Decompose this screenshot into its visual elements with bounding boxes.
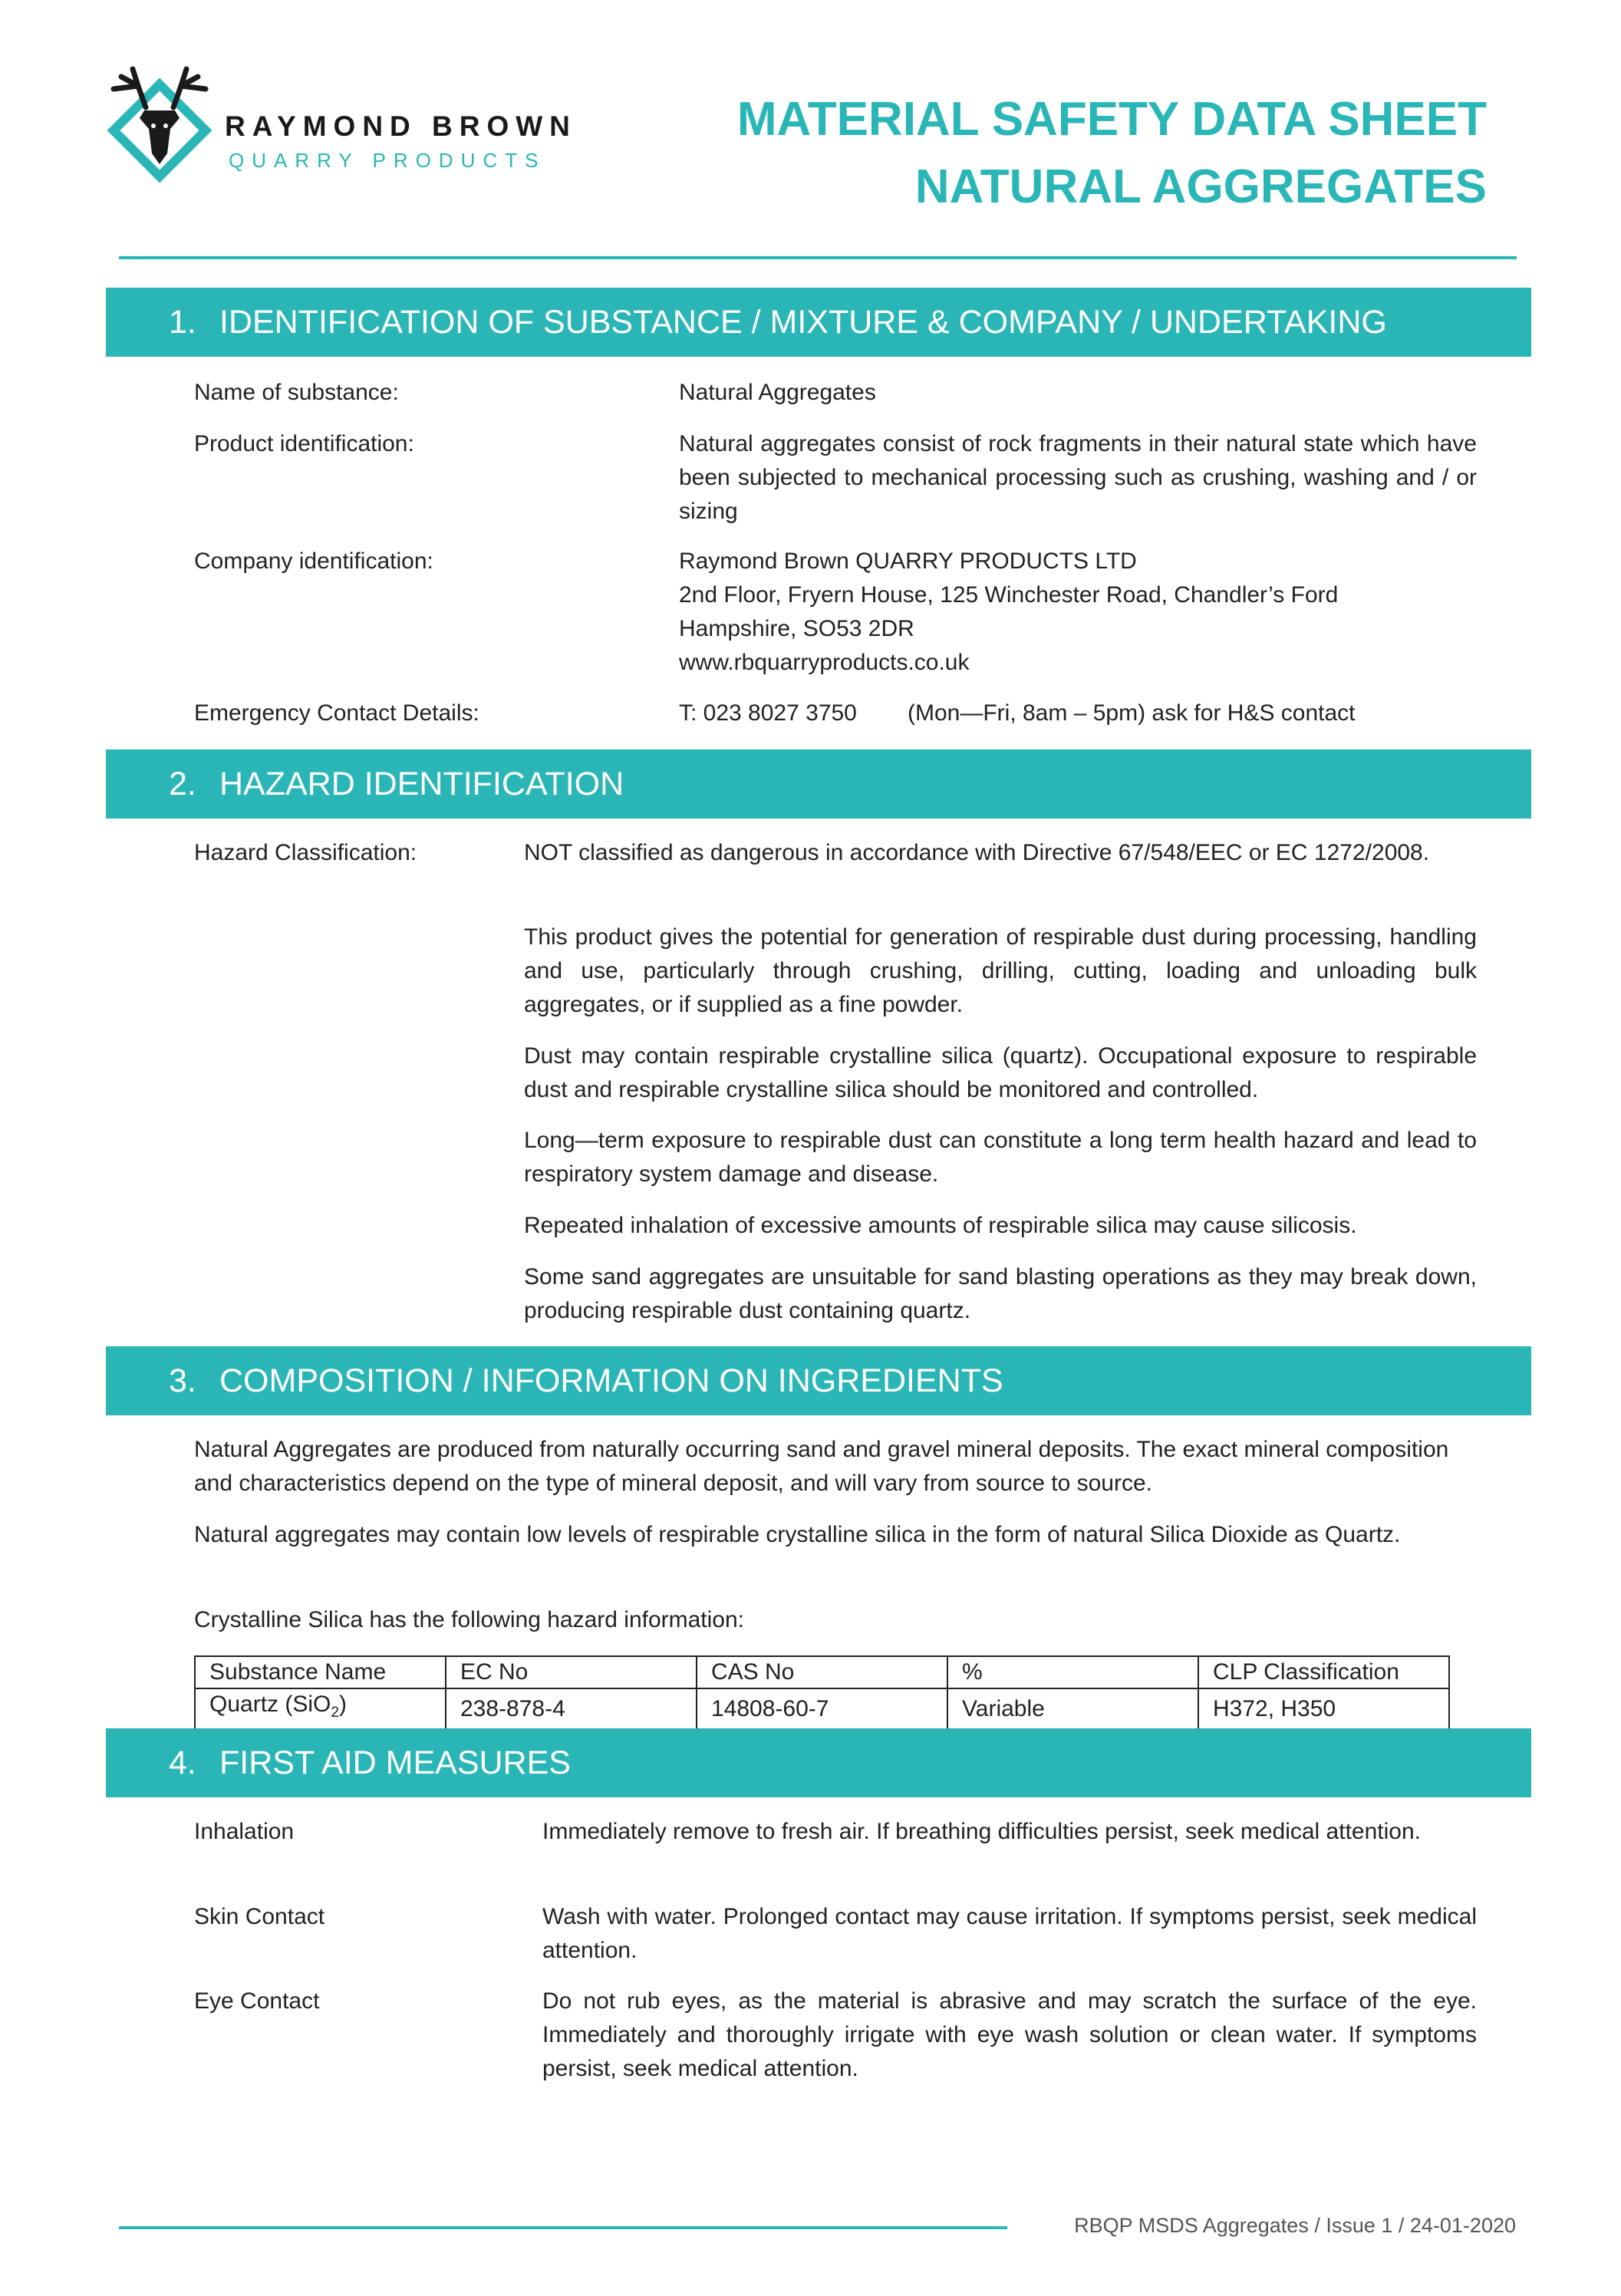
table-cell-substance	[195, 1688, 446, 1729]
section-4-header	[106, 1728, 1531, 1797]
logo-name: RAYMOND BROWN	[225, 110, 577, 142]
skin-text: Wash with water. Prolonged contact may cause irritation. If symptoms persist, seek medical attention.	[542, 1904, 1477, 1963]
emergency-phone: T: 023 8027 3750	[679, 700, 857, 726]
product-value: Natural aggregates consist of rock fragments in their natural state which have been subjected to mechanical processing such as crushing, washing and / or sizing	[679, 431, 1477, 524]
section-3-number: 3.	[169, 1362, 196, 1399]
substance-subscript: 2	[331, 1705, 339, 1721]
section-3-header	[106, 1346, 1531, 1415]
section-2-title: HAZARD IDENTIFICATION	[219, 766, 624, 802]
table-cell-percent: Variable	[947, 1688, 1198, 1729]
footer-divider	[119, 2226, 1007, 2229]
emergency-label: Emergency Contact Details:	[194, 700, 479, 726]
name-label: Name of substance:	[194, 380, 399, 405]
section-4-title: FIRST AID MEASURES	[219, 1744, 571, 1781]
section-2-header	[106, 749, 1531, 819]
product-label: Product identification:	[194, 431, 414, 456]
section-2-number: 2.	[169, 766, 196, 802]
eye-label: Eye Contact	[194, 1988, 320, 2014]
table-header-cell: CLP Classification	[1198, 1656, 1449, 1688]
table-cell-ec: 238-878-4	[446, 1688, 697, 1729]
table-header-cell: %	[947, 1656, 1198, 1688]
hazard-label: Hazard Classification:	[194, 840, 417, 865]
inhalation-text: Immediately remove to fresh air. If breathing difficulties persist, seek medical attention.	[542, 1819, 1421, 1844]
company-label: Company identification:	[194, 548, 433, 574]
company-website: www.rbquarryproducts.co.uk	[679, 650, 970, 675]
section-1-number: 1.	[169, 304, 196, 341]
table-row	[195, 1688, 1449, 1729]
title-line-2: NATURAL AGGREGATES	[914, 160, 1487, 213]
hazard-table	[194, 1655, 1450, 1730]
table-header-cell: Substance Name	[195, 1656, 446, 1688]
hazard-paragraph-4: Long—term exposure to respirable dust can constitute a long term health hazard and lead to respiratory system damage and disease.	[524, 1128, 1477, 1187]
logo-subtitle: QUARRY PRODUCTS	[229, 149, 546, 172]
table-cell-cas: 14808-60-7	[697, 1688, 947, 1729]
substance-paren: )	[338, 1692, 347, 1717]
section-1-title: IDENTIFICATION OF SUBSTANCE / MIXTURE & COMPANY / UNDERTAKING	[219, 304, 1387, 341]
company-logo	[91, 63, 577, 201]
stag-diamond-icon	[91, 63, 229, 201]
table-header-row	[195, 1656, 1449, 1688]
table-header-cell: CAS No	[697, 1656, 947, 1688]
section-1-header	[106, 288, 1531, 357]
hazard-paragraph-3: Dust may contain respirable crystalline silica (quartz). Occupational exposure to respirable dust and respirable crystalline silica should be monitored and controlled.	[524, 1043, 1477, 1102]
document-title	[737, 86, 1487, 221]
footer-reference: RBQP MSDS Aggregates / Issue 1 / 24-01-2020	[1074, 2214, 1516, 2237]
company-details	[679, 545, 1477, 680]
emergency-hours: (Mon—Fri, 8am – 5pm) ask for H&S contact	[908, 700, 1356, 726]
table-header-cell: EC No	[446, 1656, 697, 1688]
company-address-1: 2nd Floor, Fryern House, 125 Winchester Road, Chandler’s Ford	[679, 582, 1339, 608]
company-address-2: Hampshire, SO53 2DR	[679, 616, 914, 641]
composition-paragraph-2: Natural aggregates may contain low levels of respirable crystalline silica in the form of natural Silica Dioxide as Quartz.	[194, 1522, 1401, 1547]
name-value: Natural Aggregates	[679, 380, 876, 405]
hazard-paragraph-6: Some sand aggregates are unsuitable for sand blasting operations as they may break down, producing respirable dust containing quartz.	[524, 1264, 1477, 1323]
table-cell-clp: H372, H350	[1198, 1688, 1449, 1729]
eye-text: Do not rub eyes, as the material is abrasive and may scratch the surface of the eye. Immediately and thoroughly irrigate with eye wash solution or clean water. If symptoms persist, seek medical attention.	[542, 1988, 1477, 2081]
header-divider	[119, 256, 1517, 259]
skin-label: Skin Contact	[194, 1904, 325, 1929]
hazard-paragraph-2: This product gives the potential for generation of respirable dust during processing, handling and use, particularly through crushing, drilling, cutting, loading and unloading bulk aggregates, or if supplied as a fine powder.	[524, 924, 1477, 1017]
title-line-1: MATERIAL SAFETY DATA SHEET	[736, 93, 1487, 146]
composition-paragraph-1: Natural Aggregates are produced from naturally occurring sand and gravel mineral deposits. The exact mineral composition and characteristics depend on the type of mineral deposit, and will vary from source to source.	[194, 1437, 1449, 1496]
inhalation-label: Inhalation	[194, 1819, 295, 1844]
hazard-paragraph-1: NOT classified as dangerous in accordance with Directive 67/548/EEC or EC 1272/2008.	[524, 840, 1430, 865]
composition-paragraph-3: Crystalline Silica has the following hazard information:	[194, 1607, 745, 1632]
section-4-number: 4.	[169, 1744, 196, 1781]
company-name: Raymond Brown QUARRY PRODUCTS LTD	[679, 548, 1137, 574]
hazard-paragraph-5: Repeated inhalation of excessive amounts of respirable silica may cause silicosis.	[524, 1213, 1357, 1238]
substance-name: Quartz (SiO	[209, 1692, 331, 1717]
section-3-title: COMPOSITION / INFORMATION ON INGREDIENTS	[219, 1362, 1003, 1399]
